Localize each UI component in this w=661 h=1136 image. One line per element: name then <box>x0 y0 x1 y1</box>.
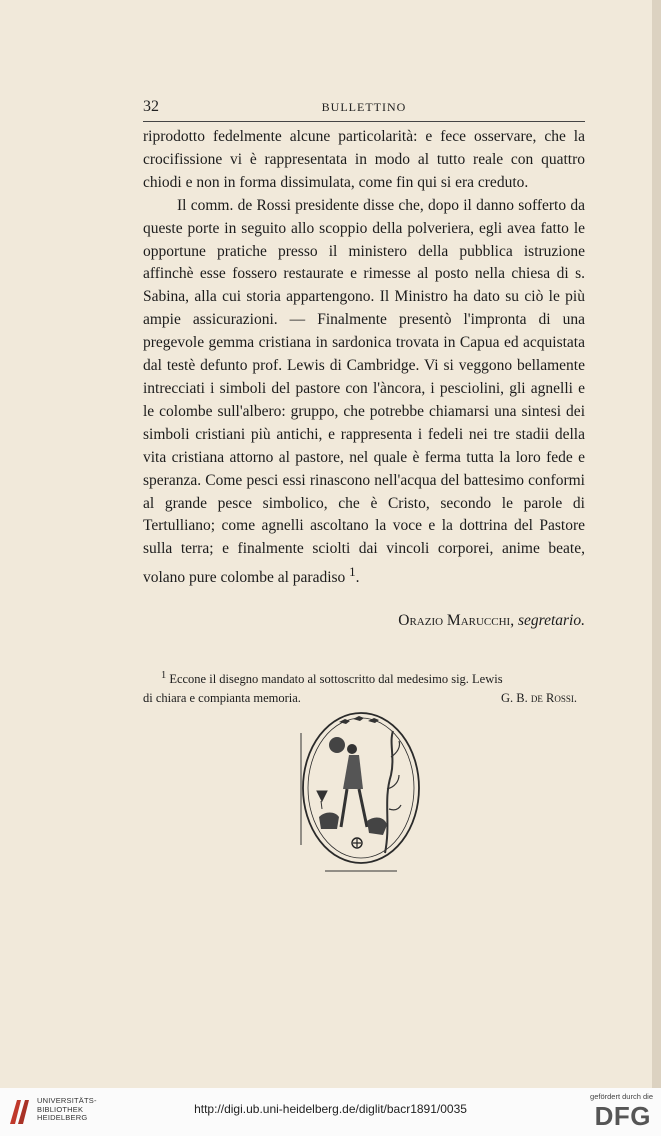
shepherd-head-icon <box>347 744 357 754</box>
signature <box>143 612 585 630</box>
footnote-marker: 1 <box>161 670 167 681</box>
paragraph-2-end: . <box>355 569 360 587</box>
paragraph-2-text: Il comm. de Rossi presidente disse che, dopo il danno sofferto da queste porte in seguito allo scoppio della polveriera, egli avea fatto le opportune pratiche presso il ministero della pubblica istruzione affinchè esse fossero restaurate e rimesse al posto nella chiesa di s. Sabina, alla cui storia appartengono. Il Ministro ha dato su ciò le più ampie assicurazioni. — Finalmente presentò l'impronta di una pregevole gemma cristiana in sardonica trovata in Capua ed acquistata dal testè defunto prof. Lewis di Cambridge. Vi si veggono bellamente intrecciati i simboli del pastore con l'àncora, i pesciolini, gli agnelli e le colombe sull'albero: gruppo, che potrebbe chiamarsi una sintesi dei simboli cristiani più antichi, e rappresenta i fedeli nei tre stadii della vita cristiana attorno al pastore, nel quale è ferma tutta la loro fede e speranza. Come pesci essi rinascono nell'acqua del battesimo conformi al grande pesce simbolico, che è Cristo, secondo le parole di Tertulliano; come agnelli ascoltano la voce e la dottrina del Pastore sulla terra; e finalmente sciolti dai vincoli corporei, anime beate, volano pure colombe al paradiso <box>143 196 585 587</box>
gem-engraving-illustration <box>295 705 425 875</box>
page-number: 32 <box>143 98 159 115</box>
footnote-reference[interactable]: 1 <box>349 564 356 580</box>
footnote-text: Eccone il disegno mandato al sottoscritto dal medesimo sig. Lewis <box>169 672 503 687</box>
paragraph-2 <box>143 195 585 591</box>
dove-icons <box>339 716 379 724</box>
shepherd-legs-icon <box>341 789 367 827</box>
library-name-line-2: BIBLIOTHEK <box>37 1104 84 1114</box>
footnote-signature: G. B. de Rossi. <box>501 691 577 706</box>
library-name-line-1: UNIVERSITÄTS- <box>37 1096 97 1105</box>
source-url-link[interactable]: http://digi.ub.uni-heidelberg.de/diglit/bacr1891/0035 <box>194 1102 467 1116</box>
library-name-line-3: HEIDELBERG <box>37 1113 88 1123</box>
funding-label: gefördert durch die <box>590 1092 653 1101</box>
paragraph-1: riprodotto fedelmente alcune particolarità: e fece osservare, che la crocifissione vi è rappresentata in modo al tutto reale con quattro chiodi e non in forma dissimulata, come fin qui si era creduto. <box>143 128 585 191</box>
footnote-line-1 <box>143 666 585 689</box>
footnote-text-continued: di chiara e compianta memoria. <box>143 691 301 706</box>
body-text <box>143 126 585 590</box>
page-edge <box>652 0 661 1088</box>
digital-library-footer <box>0 1088 661 1136</box>
lamb-icon <box>319 813 339 830</box>
lamb-icon <box>367 818 387 835</box>
fish-icon <box>317 791 327 809</box>
signature-role: segretario. <box>517 612 585 629</box>
page-header <box>143 98 585 120</box>
tree-trunk <box>385 731 393 853</box>
signature-separator: , <box>510 612 518 629</box>
dfg-logo[interactable]: DFG <box>594 1101 651 1131</box>
running-title: BULLETTINO <box>321 100 407 114</box>
signature-name: Orazio Marucchi <box>398 612 511 629</box>
header-rule <box>143 121 585 122</box>
footnote <box>143 666 585 708</box>
anchor-cross-lines <box>353 839 361 847</box>
shepherd-body-icon <box>343 755 363 789</box>
dove-icon <box>353 716 364 721</box>
lamb-on-shoulders-icon <box>329 737 345 753</box>
tree-branches <box>387 741 401 810</box>
